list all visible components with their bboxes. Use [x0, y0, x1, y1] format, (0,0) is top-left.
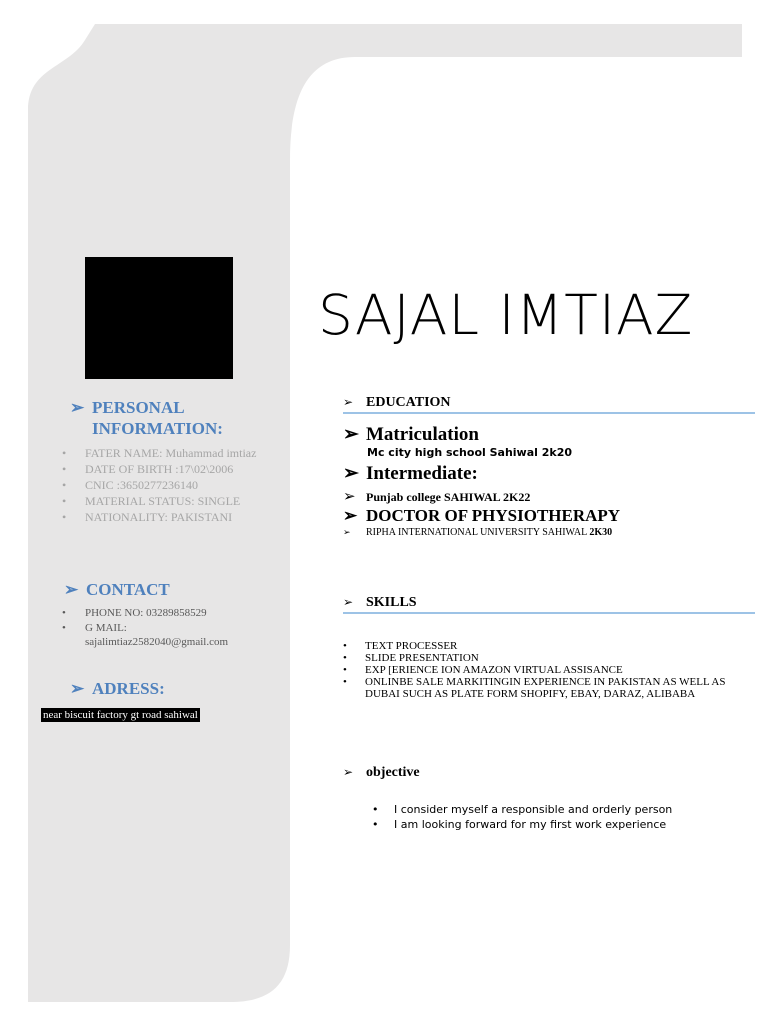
arrow-bullet-icon: ➢: [343, 506, 358, 525]
skills-heading: ➢ SKILLS: [343, 595, 417, 610]
phone-number: • PHONE NO: 03289858529: [60, 606, 228, 621]
arrow-bullet-icon: ➢: [343, 765, 354, 779]
dpt-title: ➢ DOCTOR OF PHYSIOTHERAPY: [343, 506, 621, 525]
intermediate-school: ➢ Punjab college SAHIWAL 2K22: [343, 489, 531, 505]
list-item: • FATER NAME: Muhammad imtiaz: [60, 445, 256, 461]
address-heading: ➢ ADRESS:: [70, 679, 165, 698]
arrow-bullet-icon: ➢: [343, 527, 351, 537]
personal-info-heading: ➢ PERSONAL INFORMATION:: [70, 398, 223, 438]
intermediate-title: ➢ Intermediate:: [343, 463, 478, 484]
arrow-bullet-icon: ➢: [343, 424, 359, 445]
list-item: • ONLINBE SALE MARKITINGIN EXPERIENCE IN PAKISTAN AS WELL AS DUBAI SUCH AS PLATE FORM SHOPIFY, EBAY, DARAZ, ALIBABA: [343, 676, 753, 700]
objective-heading: ➢ objective: [343, 765, 420, 780]
skills-divider: [343, 612, 755, 614]
arrow-bullet-icon: ➢: [64, 580, 79, 599]
contact-list: [60, 606, 228, 649]
list-item: • CNIC :3650277236140: [60, 477, 256, 493]
education-heading: ➢ EDUCATION: [343, 395, 451, 410]
list-item: • I am looking forward for my first work experience: [372, 817, 672, 832]
list-item: • DATE OF BIRTH :17\02\2006: [60, 461, 256, 477]
list-item: • TEXT PROCESSER: [343, 640, 753, 652]
list-item: • MATERIAL STATUS: SINGLE: [60, 493, 256, 509]
gmail-address: sajalimtiaz2582040@gmail.com: [85, 636, 229, 648]
arrow-bullet-icon: ➢: [343, 489, 356, 505]
dpt-school: ➢ RIPHA INTERNATIONAL UNIVERSITY SAHIWAL 2K30: [343, 527, 613, 538]
list-item: • EXP [ERIENCE ION AMAZON VIRTUAL ASSISANCE: [343, 664, 753, 676]
list-item: • I consider myself a responsible and orderly person: [372, 802, 672, 817]
dpt-year: 2K30: [589, 527, 613, 538]
arrow-bullet-icon: ➢: [343, 395, 354, 409]
objective-list: [372, 802, 672, 832]
education-divider: [343, 412, 755, 414]
gmail: • G MAIL: sajalimtiaz2582040@gmail.com: [60, 621, 228, 649]
contact-heading: ➢ CONTACT: [64, 580, 170, 599]
skills-list: [343, 640, 753, 700]
profile-photo: [85, 257, 233, 379]
arrow-bullet-icon: ➢: [70, 398, 85, 417]
list-item: • NATIONALITY: PAKISTANI: [60, 509, 256, 525]
page-title: SAJAL IMTIAZ: [318, 283, 694, 347]
arrow-bullet-icon: ➢: [343, 463, 359, 484]
arrow-bullet-icon: ➢: [70, 679, 85, 698]
matriculation-title: ➢ Matriculation: [343, 424, 479, 445]
matriculation-school: Mc city high school Sahiwal 2k20: [367, 446, 573, 459]
list-item: • SLIDE PRESENTATION: [343, 652, 753, 664]
arrow-bullet-icon: ➢: [343, 595, 354, 609]
address-value: near biscuit factory gt road sahiwal: [43, 709, 198, 721]
personal-info-list: [60, 445, 256, 525]
